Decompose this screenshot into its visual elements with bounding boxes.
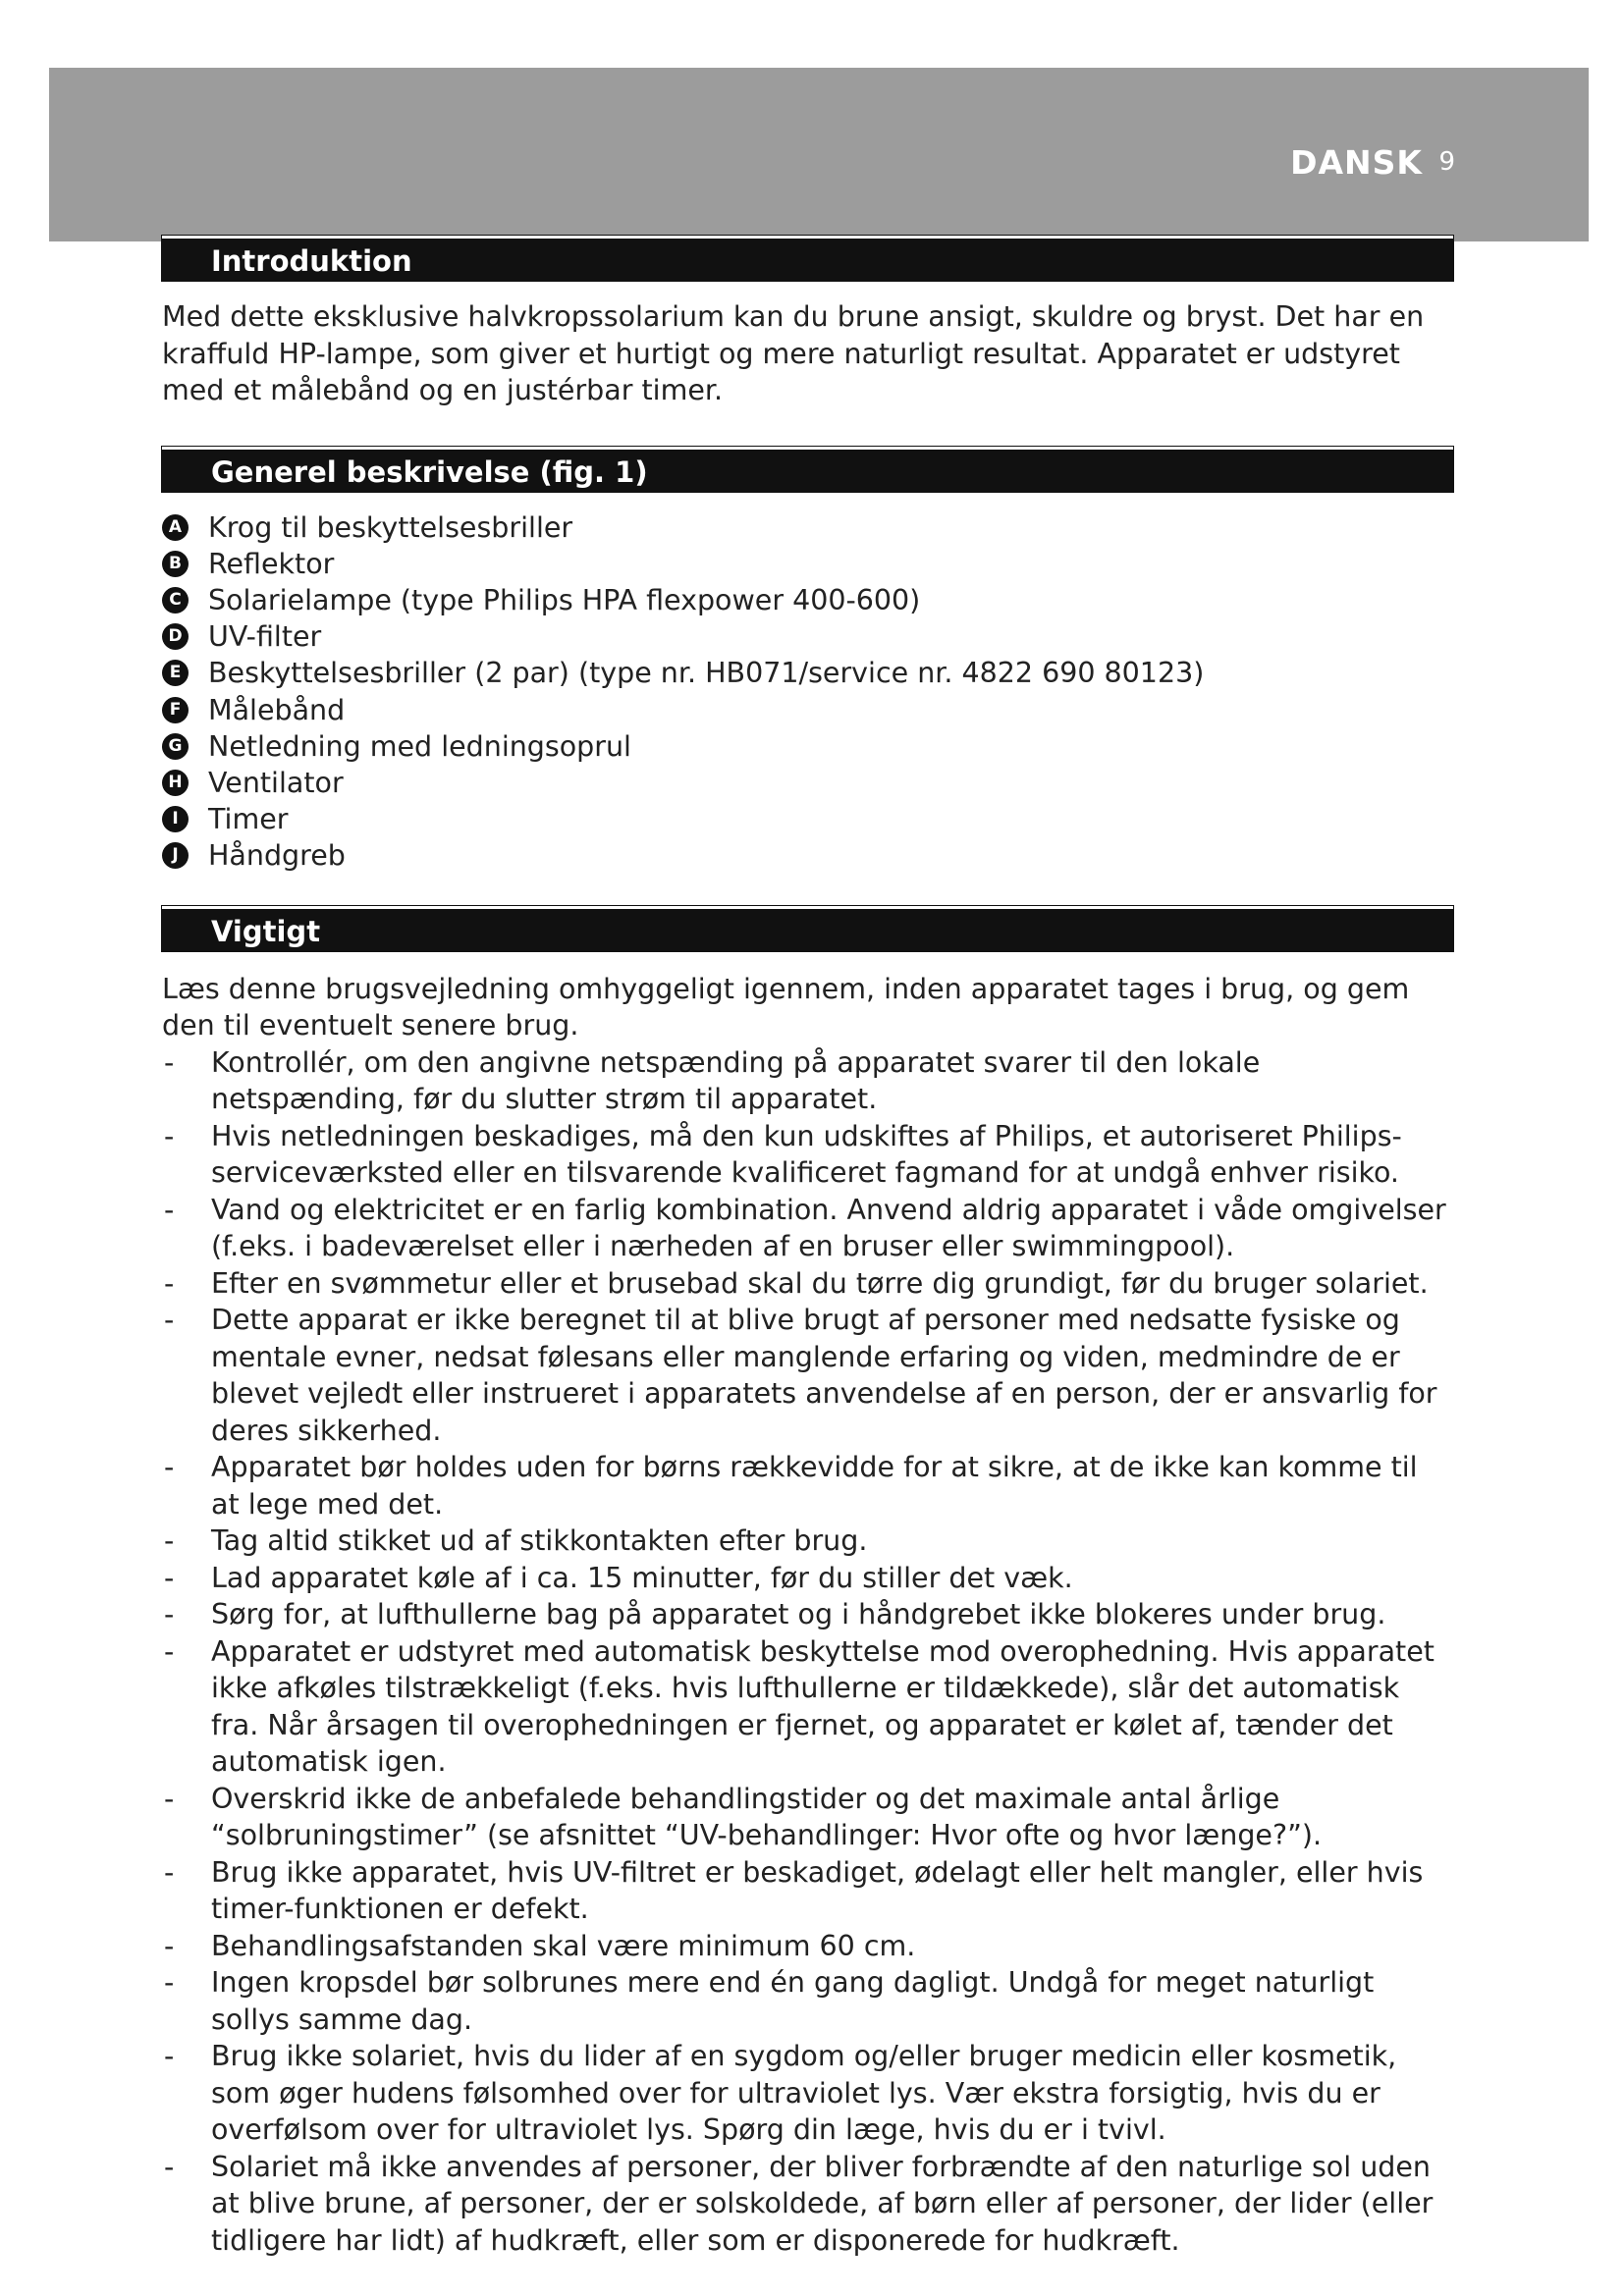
part-item: [162, 765, 1453, 801]
part-label: Reflektor: [208, 547, 335, 580]
letter-marker-icon: E: [162, 660, 189, 686]
letter-marker-icon: H: [162, 770, 189, 796]
warning-text: Tag altid stikket ud af stikkontakten efter brug.: [211, 1524, 868, 1558]
letter-marker-icon: A: [162, 514, 189, 541]
warning-text: Overskrid ikke de anbefalede behandlingstider og det maximale antal årlige “solbruningstimer” (se afsnittet “UV-behandlinger: Hvor ofte og hvor længe?”).: [211, 1782, 1323, 1852]
part-item: [162, 837, 1453, 874]
warning-item: - Ingen kropsdel bør solbrunes mere end én gang dagligt. Undgå for meget naturligt sollys samme dag.: [164, 1966, 1375, 2036]
letter-marker-icon: D: [162, 623, 189, 650]
warning-item: - Efter en svømmetur eller et brusebad skal du tørre dig grundigt, før du bruger solariet.: [164, 1266, 1429, 1300]
warning-item: - Vand og elektricitet er en farlig kombination. Anvend aldrig apparatet i våde omgivelser (f.eks. i badeværelset eller i nærheden af en bruser eller swimmingpool).: [164, 1193, 1446, 1263]
warning-item: - Lad apparatet køle af i ca. 15 minutter, før du stiller det væk.: [164, 1561, 1073, 1594]
part-item: [162, 728, 1453, 765]
warning-item: - Brug ikke apparatet, hvis UV-filtret er beskadiget, ødelagt eller helt mangler, eller hvis timer-funktionen er defekt.: [164, 1855, 1424, 1926]
warning-text: Dette apparat er ikke beregnet til at blive brugt af personer med nedsatte fysiske og mentale evner, nedsat følesans eller manglende erfaring og viden, medmindre de er blevet vejledt eller instrueret i apparatets anvendelse af en person, der er ansvarlig for deres sikkerhed.: [211, 1304, 1437, 1447]
warning-item: - Behandlingsafstanden skal være minimum 60 cm.: [164, 1929, 916, 1962]
warning-item: - Overskrid ikke de anbefalede behandlingstider og det maximale antal årlige “solbruningstimer” (se afsnittet “UV-behandlinger: Hvor ofte og hvor længe?”).: [164, 1782, 1323, 1852]
letter-marker-icon: G: [162, 733, 189, 760]
part-label: Krog til beskyttelsesbriller: [208, 510, 573, 544]
section-heading-vigtigt: Vigtigt: [162, 906, 1453, 951]
page-content: [162, 236, 1453, 2259]
warning-item: - Brug ikke solariet, hvis du lider af en sygdom og/eller bruger medicin eller kosmetik, som øger hudens følsomhed over for ultraviolet lys. Vær ekstra forsigtig, hvis du er overfølsom over for ultraviolet lys. Spørg din læge, hvis du er i tvivl.: [164, 2040, 1397, 2147]
letter-marker-icon: F: [162, 697, 189, 723]
part-label: UV-filter: [208, 620, 322, 654]
part-item: [162, 618, 1453, 655]
warning-text: Ingen kropsdel bør solbrunes mere end én gang dagligt. Undgå for meget naturligt sollys samme dag.: [211, 1966, 1375, 2036]
warning-item: - Solariet må ikke anvendes af personer, der bliver forbrændte af den naturlige sol uden at blive brune, af personer, der er solskoldede, af børn eller af personer, der lider (eller tidligere har lidt) af hudkræft, eller som er disponerede for hudkræft.: [164, 2150, 1434, 2257]
part-item: [162, 546, 1453, 582]
warning-item: - Tag altid stikket ud af stikkontakten efter brug.: [164, 1524, 868, 1558]
letter-marker-icon: J: [162, 842, 189, 869]
warning-item: - Dette apparat er ikke beregnet til at blive brugt af personer med nedsatte fysiske og mentale evner, nedsat følesans eller manglende erfaring og viden, medmindre de er blevet vejledt eller instrueret i apparatets anvendelse af en person, der er ansvarlig for deres sikkerhed.: [164, 1304, 1437, 1447]
warning-text: Apparatet bør holdes uden for børns rækkevidde for at sikre, at de ikke kan komme til at lege med det.: [211, 1451, 1418, 1521]
part-label: Målebånd: [208, 693, 346, 726]
part-item: [162, 801, 1453, 837]
warning-text: Brug ikke solariet, hvis du lider af en sygdom og/eller bruger medicin eller kosmetik, som øger hudens følsomhed over for ultraviolet lys. Vær ekstra forsigtig, hvis du er overfølsom over for ultraviolet lys. Spørg din læge, hvis du er i tvivl.: [211, 2040, 1397, 2147]
warning-text: Hvis netledningen beskadiges, må den kun udskiftes af Philips, et autoriseret Philips-serviceværksted eller en tilsvarende kvalificeret fagmand for at undgå enhver risiko.: [211, 1119, 1402, 1190]
part-item: [162, 692, 1453, 728]
part-label: Håndgreb: [208, 839, 346, 873]
part-label: Ventilator: [208, 766, 344, 799]
warning-item: - Hvis netledningen beskadiges, må den kun udskiftes af Philips, et autoriseret Philips-serviceværksted eller en tilsvarende kvalificeret fagmand for at undgå enhver risiko.: [164, 1119, 1402, 1190]
warning-item: - Sørg for, at lufthullerne bag på apparatet og i håndgrebet ikke blokeres under brug.: [164, 1598, 1386, 1631]
warning-text: Vand og elektricitet er en farlig kombination. Anvend aldrig apparatet i våde omgivelser (f.eks. i badeværelset eller i nærheden af en bruser eller swimmingpool).: [211, 1193, 1446, 1263]
important-intro: Læs denne brugsvejledning omhyggeligt igennem, inden apparatet tages i brug, og gem den til eventuelt senere brug.: [162, 972, 1410, 1042]
warning-text: Brug ikke apparatet, hvis UV-filtret er beskadiget, ødelagt eller helt mangler, eller hvis timer-funktionen er defekt.: [211, 1855, 1424, 1926]
warning-item: - Kontrollér, om den angivne netspænding på apparatet svarer til den lokale netspænding, før du slutter strøm til apparatet.: [164, 1045, 1261, 1116]
warning-item: - Apparatet er udstyret med automatisk beskyttelse mod overophedning. Hvis apparatet ikke afkøles tilstrækkeligt (f.eks. hvis lufthullerne er tildækkede), slår det automatisk fra. Når årsagen til overophedningen er fjernet, og apparatet er kølet af, tænder det automatisk igen.: [164, 1634, 1435, 1779]
part-label: Netledning med ledningsoprul: [208, 729, 631, 763]
part-label: Beskyttelsesbriller (2 par) (type nr. HB071/service nr. 4822 690 80123): [208, 657, 1205, 690]
letter-marker-icon: C: [162, 587, 189, 614]
warning-text: Kontrollér, om den angivne netspænding på apparatet svarer til den lokale netspænding, før du slutter strøm til apparatet.: [211, 1045, 1261, 1116]
letter-marker-icon: B: [162, 551, 189, 577]
intro-paragraph: Med dette eksklusive halvkropssolarium kan du brune ansigt, skuldre og bryst. Det har en kraffuld HP-lampe, som giver et hurtigt og mere naturligt resultat. Apparatet er udstyret med et målebånd og en justérbar timer.: [162, 300, 1425, 406]
warning-text: Efter en svømmetur eller et brusebad skal du tørre dig grundigt, før du bruger solariet.: [211, 1266, 1429, 1300]
warning-text: Behandlingsafstanden skal være minimum 60 cm.: [211, 1929, 916, 1962]
section-heading-generel-beskrivelse: Generel beskrivelse (fig. 1): [162, 447, 1453, 492]
part-item: [162, 655, 1453, 691]
warning-text: Lad apparatet køle af i ca. 15 minutter, før du stiller det væk.: [211, 1561, 1073, 1594]
part-item: [162, 582, 1453, 618]
warning-item: - Apparatet bør holdes uden for børns rækkevidde for at sikre, at de ikke kan komme til at lege med det.: [164, 1451, 1418, 1521]
warning-text: Sørg for, at lufthullerne bag på apparatet og i håndgrebet ikke blokeres under brug.: [211, 1598, 1386, 1631]
parts-list: [162, 509, 1453, 875]
section-heading-introduktion: Introduktion: [162, 236, 1453, 281]
warning-list: [162, 1044, 1453, 2260]
letter-marker-icon: I: [162, 806, 189, 832]
language-label: DANSK: [1290, 143, 1423, 182]
part-label: Solarielampe (type Philips HPA flexpower 400-600): [208, 583, 921, 616]
warning-text: Apparatet er udstyret med automatisk beskyttelse mod overophedning. Hvis apparatet ikke afkøles tilstrækkeligt (f.eks. hvis lufthullerne er tildækkede), slår det automatisk fra. Når årsagen til overophedningen er fjernet, og apparatet er kølet af, tænder det automatisk igen.: [211, 1634, 1435, 1779]
warning-text: Solariet må ikke anvendes af personer, der bliver forbrændte af den naturlige sol uden at blive brune, af personer, der er solskoldede, af børn eller af personer, der lider (eller tidligere har lidt) af hudkræft, eller som er disponerede for hudkræft.: [211, 2150, 1434, 2257]
part-item: [162, 509, 1453, 546]
page-number: 9: [1438, 147, 1455, 177]
part-label: Timer: [208, 803, 289, 836]
